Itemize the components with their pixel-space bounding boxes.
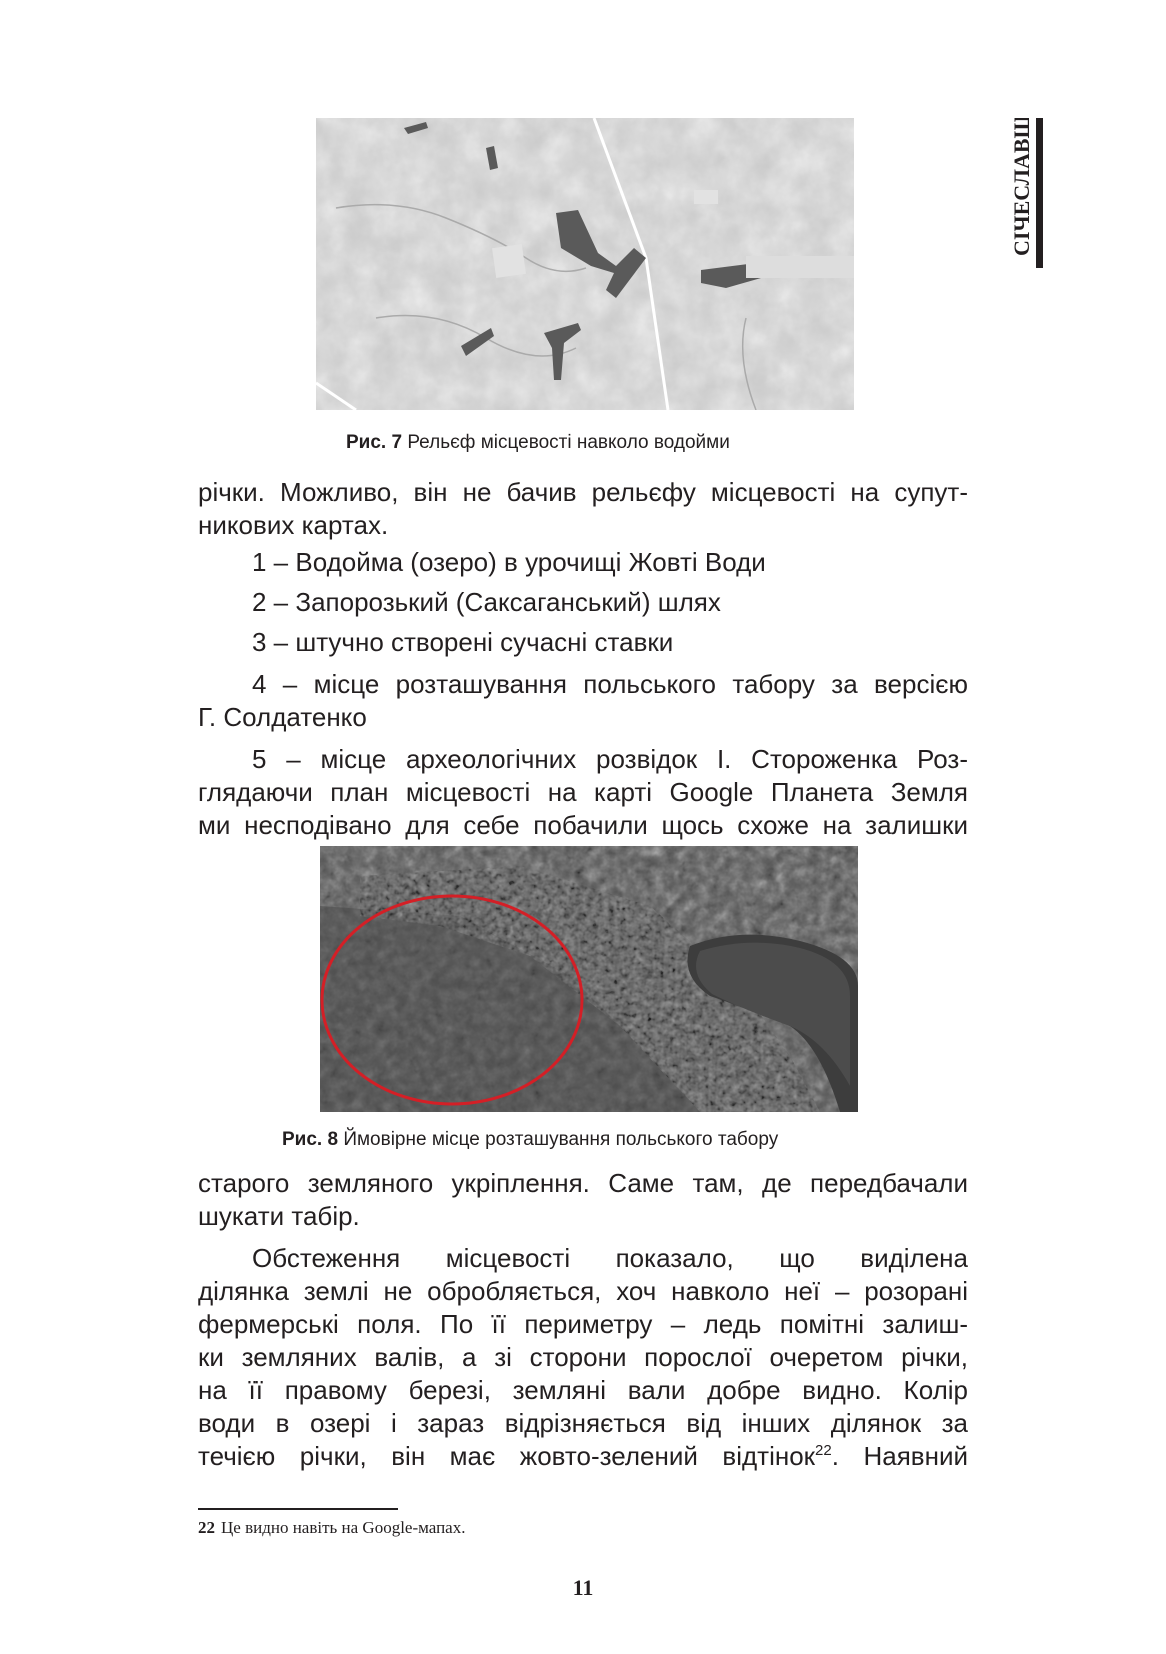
paragraph-2-line-1: старого земляного укріплення. Саме там, де передбачали xyxy=(198,1168,968,1198)
list-item: 1 – Водойма (озеро) в урочищі Жовті Води xyxy=(252,547,766,577)
page-number: 11 xyxy=(572,1575,594,1600)
list-item-4-line-1: 4 – місце розташування польського табору за версією xyxy=(252,669,968,699)
paragraph-3-line-7 xyxy=(198,1440,968,1473)
paragraph-3-line-3: фермерські поля. По її периметру – ледь помітні залиш- xyxy=(198,1309,968,1339)
brand-logo-text: СІЧЕСЛАВЩИНА xyxy=(1009,118,1034,256)
list-item-5 xyxy=(198,743,968,842)
list-item-4-line-2: Г. Солдатенко xyxy=(198,702,367,732)
paragraph-1-line-2: никових картах. xyxy=(198,510,389,540)
paragraph-3-line-7-tail: . Наявний xyxy=(831,1441,969,1471)
paragraph-3-line-1: Обстеження місцевості показало, що виділена xyxy=(252,1243,968,1273)
list-item-5-line-2: глядаючи план місцевості на карті Google Планета Земля xyxy=(198,777,968,807)
paragraph-3-line-2: ділянка землі не обробляється, хоч навколо неї – розорані xyxy=(198,1276,968,1306)
footnote-text: Це видно навіть на Google-мапах. xyxy=(221,1518,466,1537)
list-item-5-line-1: 5 – місце археологічних розвідок І. Стороженка Роз- xyxy=(252,744,968,774)
footnote xyxy=(198,1518,465,1538)
paragraph-3-line-6: води в озері і зараз відрізняється від інших ділянок за xyxy=(198,1408,968,1438)
footnote-ref[interactable]: 22 xyxy=(815,1442,832,1459)
figure-8-caption xyxy=(282,1129,778,1151)
paragraph-3-line-5: на її правому березі, земляні вали добре видно. Колір xyxy=(198,1375,968,1405)
paragraph-2 xyxy=(198,1167,968,1233)
list-item: 3 – штучно створені сучасні ставки xyxy=(252,627,674,657)
figure-7-label: Рис. 7 xyxy=(346,432,403,453)
paragraph-3-line-7-text: течією річки, він має жовто-зелений відтінок xyxy=(198,1441,816,1471)
figure-7-text: Рельєф місцевості навколо водойми xyxy=(407,432,730,453)
satellite-photo-figure xyxy=(320,846,858,1112)
paragraph-3 xyxy=(198,1242,968,1473)
list-item-5-line-3: ми несподівано для себе побачили щось схоже на залишки xyxy=(198,810,968,840)
paragraph-1 xyxy=(198,476,968,542)
relief-map-figure xyxy=(316,118,854,410)
list-item-4 xyxy=(198,668,968,734)
paragraph-3-line-4: ки земляних валів, а зі сторони порослої очеретом річки, xyxy=(198,1342,968,1372)
paragraph-2-line-2: шукати табір. xyxy=(198,1201,360,1231)
brand-logo xyxy=(1000,118,1048,268)
footnote-number: 22 xyxy=(198,1518,215,1537)
legend-list xyxy=(198,546,968,659)
footnote-rule xyxy=(198,1508,398,1510)
figure-7-caption xyxy=(346,432,730,454)
paragraph-1-line-1: річки. Можливо, він не бачив рельєфу місцевості на супут- xyxy=(198,477,968,507)
list-item: 2 – Запорозький (Саксаганський) шлях xyxy=(252,587,721,617)
figure-8-label: Рис. 8 xyxy=(282,1129,339,1150)
figure-8-text: Ймовірне місце розташування польського табору xyxy=(343,1129,779,1150)
